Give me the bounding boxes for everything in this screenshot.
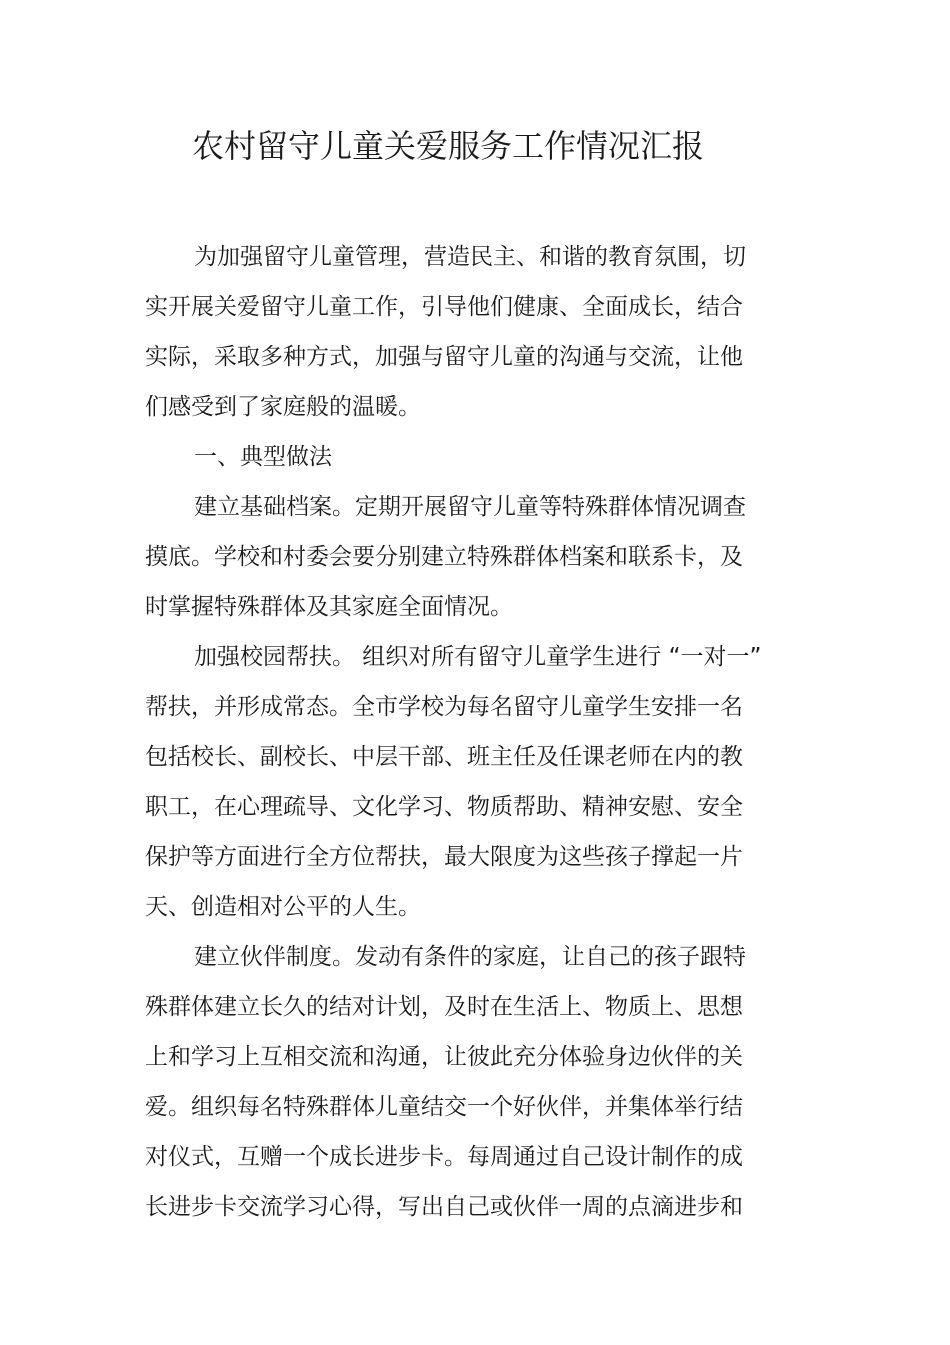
text-line: 时掌握特殊群体及其家庭全面情况。 (145, 594, 513, 620)
text-line: 殊群体建立长久的结对计划，及时在生活上、物质上、思想 (145, 994, 743, 1020)
section-heading: 一、典型做法 (194, 444, 332, 470)
text-line: 对仪式，互赠一个成长进步卡。每周通过自己设计制作的成 (145, 1144, 743, 1170)
text-line: 实开展关爱留守儿童工作，引导他们健康、全面成长，结合 (145, 294, 743, 320)
text-line: 上和学习上互相交流和沟通，让彼此充分体验身边伙伴的关 (145, 1044, 743, 1070)
text-line: 建立基础档案。定期开展留守儿童等特殊群体情况调查 (194, 494, 746, 520)
text-line: 摸底。学校和村委会要分别建立特殊群体档案和联系卡，及 (145, 544, 743, 570)
document-title: 农村留守儿童关爱服务工作情况汇报 (191, 127, 704, 165)
text-line: 包括校长、副校长、中层干部、班主任及任课老师在内的教 (145, 744, 743, 770)
text-line: 们感受到了家庭般的温暖。 (145, 394, 421, 420)
text-line: 加强校园帮扶。 组织对所有留守儿童学生进行 “一对一” (194, 644, 762, 670)
text-line: 职工，在心理疏导、文化学习、物质帮助、精神安慰、安全 (145, 794, 743, 820)
text-line: 实际，采取多种方式，加强与留守儿童的沟通与交流，让他 (145, 344, 743, 370)
text-line: 天、创造相对公平的人生。 (145, 894, 421, 920)
text-line: 建立伙伴制度。发动有条件的家庭，让自己的孩子跟特 (194, 944, 746, 970)
text-line: 保护等方面进行全方位帮扶，最大限度为这些孩子撑起一片 (145, 844, 743, 870)
text-line: 爱。组织每名特殊群体儿童结交一个好伙伴，并集体举行结 (145, 1094, 743, 1120)
text-line: 长进步卡交流学习心得，写出自己或伙伴一周的点滴进步和 (145, 1194, 743, 1220)
text-line: 为加强留守儿童管理，营造民主、和谐的教育氛围，切 (194, 244, 746, 270)
text-line: 帮扶，并形成常态。全市学校为每名留守儿童学生安排一名 (145, 694, 743, 720)
